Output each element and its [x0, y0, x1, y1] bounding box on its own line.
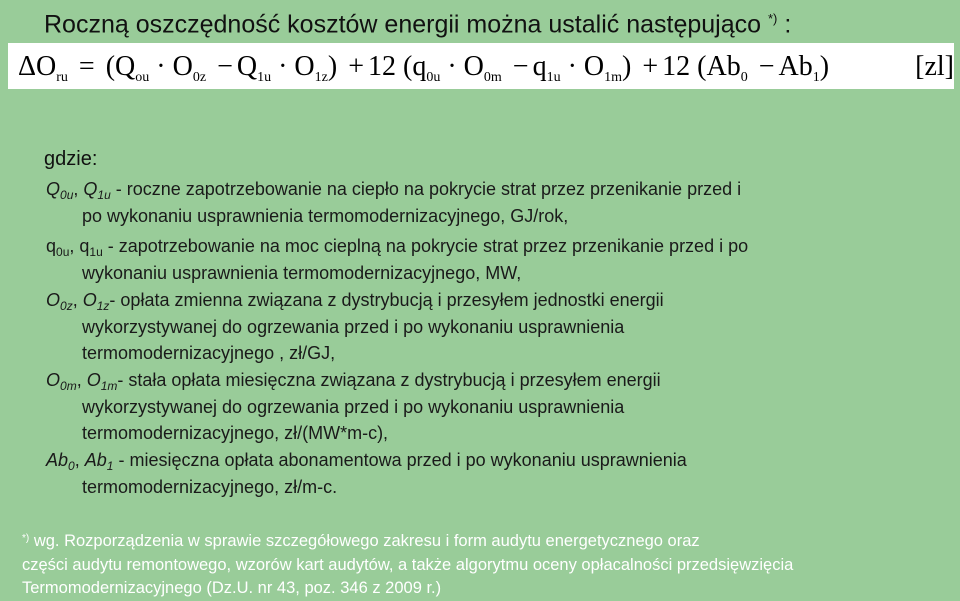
- symbol: Ab: [84, 450, 107, 471]
- definition-text: - roczne zapotrzebowanie na ciepło na pokrycie strat przez przenikanie przed i: [110, 179, 742, 199]
- formula-sub: ou: [135, 70, 150, 85]
- separator: ,: [76, 369, 87, 390]
- symbol: O: [82, 289, 97, 310]
- definition-text: po wykonaniu usprawnienia termomodernizacyjnego, GJ/rok,: [82, 205, 569, 226]
- formula-var: O: [583, 51, 605, 82]
- page-title: [44, 2, 944, 41]
- title-colon: :: [777, 10, 792, 39]
- formula-var: O: [463, 51, 484, 82]
- footnote-text: części audytu remontowego, wzorów kart audytów, a także algorytmu oceny opłacalności przedsięwzięcia: [22, 555, 794, 574]
- formula-paren: ): [622, 51, 632, 82]
- formula-number: 12: [662, 51, 691, 82]
- footnote-text: wg. Rozporządzenia w sprawie szczegółowego zakresu i form audytu energetycznego oraz: [29, 532, 700, 550]
- formula-var: O: [294, 51, 315, 82]
- formula-number: 12: [368, 51, 396, 82]
- symbol-sub: 0m: [60, 378, 77, 393]
- symbol-sub: 1: [106, 459, 114, 474]
- formula-operator: −: [512, 51, 529, 82]
- formula-sub: 1: [812, 70, 820, 85]
- symbol: Ab: [46, 450, 69, 471]
- definition-text: wykonaniu usprawnienia termomodernizacyjnego, MW,: [82, 263, 522, 284]
- definition-text: wykorzystywanej do ogrzewania przed i po wykonaniu usprawnienia: [82, 396, 625, 417]
- formula-operator: −: [758, 51, 775, 82]
- formula-sub: 1z: [314, 70, 328, 85]
- symbol-sub: 0u: [60, 188, 74, 202]
- formula-paren: (: [697, 51, 707, 82]
- symbol: Q: [83, 179, 98, 199]
- definition-text: termomodernizacyjnego, zł/m-c.: [82, 476, 338, 497]
- footnote: [22, 530, 957, 601]
- formula-var: q: [532, 51, 547, 82]
- symbol-sub: 0u: [56, 245, 70, 260]
- where-label: gdzie:: [44, 148, 98, 170]
- symbol-sub: 1z: [96, 298, 110, 313]
- formula-var: Q: [236, 51, 258, 82]
- symbol: q: [79, 236, 90, 257]
- title-text: Roczną oszczędność kosztów energii można ustalić następująco: [44, 10, 768, 39]
- symbol: O: [46, 369, 61, 390]
- formula-operator: ·: [447, 51, 457, 82]
- formula-paren: ): [819, 51, 830, 82]
- definition-item: [46, 447, 946, 500]
- definition-text: - opłata zmienna związana z dystrybucją i przesyłem jednostki energii: [109, 289, 664, 310]
- formula-operator: +: [642, 51, 659, 82]
- formula-var: O: [172, 51, 193, 82]
- formula-paren: (: [403, 51, 413, 82]
- symbol: O: [46, 289, 61, 310]
- formula-unit: [zl]: [915, 51, 954, 82]
- symbol-sub: 0z: [60, 298, 73, 313]
- definition-text: wykorzystywanej do ogrzewania przed i po wykonaniu usprawnienia: [82, 316, 625, 337]
- formula-var: Ab: [778, 51, 813, 82]
- symbol: Q: [46, 179, 61, 199]
- symbol: q: [46, 236, 57, 257]
- definition-text: - miesięczna opłata abonamentowa przed i po wykonaniu usprawnienia: [113, 450, 687, 471]
- definition-text: - stała opłata miesięczna związana z dystrybucją i przesyłem energii: [117, 369, 661, 390]
- footnote-text: Termomodernizacyjnego (Dz.U. nr 43, poz. 346 z 2009 r.): [22, 579, 442, 597]
- definition-text: termomodernizacyjnego, zł/(MW*m-c),: [82, 423, 389, 444]
- symbol: O: [86, 369, 101, 390]
- symbol-sub: 1m: [100, 378, 118, 393]
- definitions-list: [46, 176, 946, 500]
- delta-symbol: Δ: [18, 51, 37, 82]
- formula-operator: =: [78, 51, 95, 82]
- savings-formula: [18, 49, 954, 85]
- definition-text: termomodernizacyjnego , zł/GJ,: [82, 343, 336, 364]
- formula-box: [8, 43, 954, 89]
- formula-operator: ·: [278, 51, 288, 82]
- formula-sub: ru: [56, 70, 68, 85]
- definition-item: [46, 367, 946, 447]
- symbol-sub: 1u: [97, 188, 111, 202]
- separator: ,: [74, 450, 85, 471]
- formula-paren: ): [327, 51, 338, 82]
- definition-item: [46, 233, 946, 286]
- formula-operator: +: [348, 51, 364, 82]
- formula-var: q: [412, 51, 427, 82]
- formula-operator: ·: [567, 51, 577, 82]
- formula-var: Q: [115, 51, 136, 82]
- separator: ,: [73, 179, 84, 199]
- definition-item: [46, 176, 946, 229]
- formula-paren: (: [105, 51, 116, 82]
- formula-operator: ·: [156, 51, 166, 82]
- formula-sub: 1m: [604, 70, 623, 85]
- separator: ,: [69, 236, 80, 257]
- separator: ,: [72, 289, 83, 310]
- formula-sub: 1u: [546, 70, 561, 85]
- definition-item: [46, 287, 946, 367]
- formula-sub: 1u: [257, 70, 272, 85]
- formula-sub: 0u: [426, 70, 441, 85]
- formula-var: O: [36, 51, 57, 82]
- formula-sub: 0m: [483, 70, 502, 85]
- formula-sub: 0: [740, 70, 748, 85]
- symbol-sub: 1u: [89, 245, 103, 260]
- footnote-mark: *): [22, 533, 30, 544]
- title-footnote-mark: *): [768, 11, 778, 26]
- formula-sub: 0z: [192, 70, 207, 85]
- formula-var: Ab: [706, 51, 741, 82]
- symbol-sub: 0: [68, 459, 75, 474]
- definition-text: - zapotrzebowanie na moc cieplną na pokrycie strat przez przenikanie przed i po: [102, 236, 749, 257]
- formula-operator: −: [217, 51, 233, 82]
